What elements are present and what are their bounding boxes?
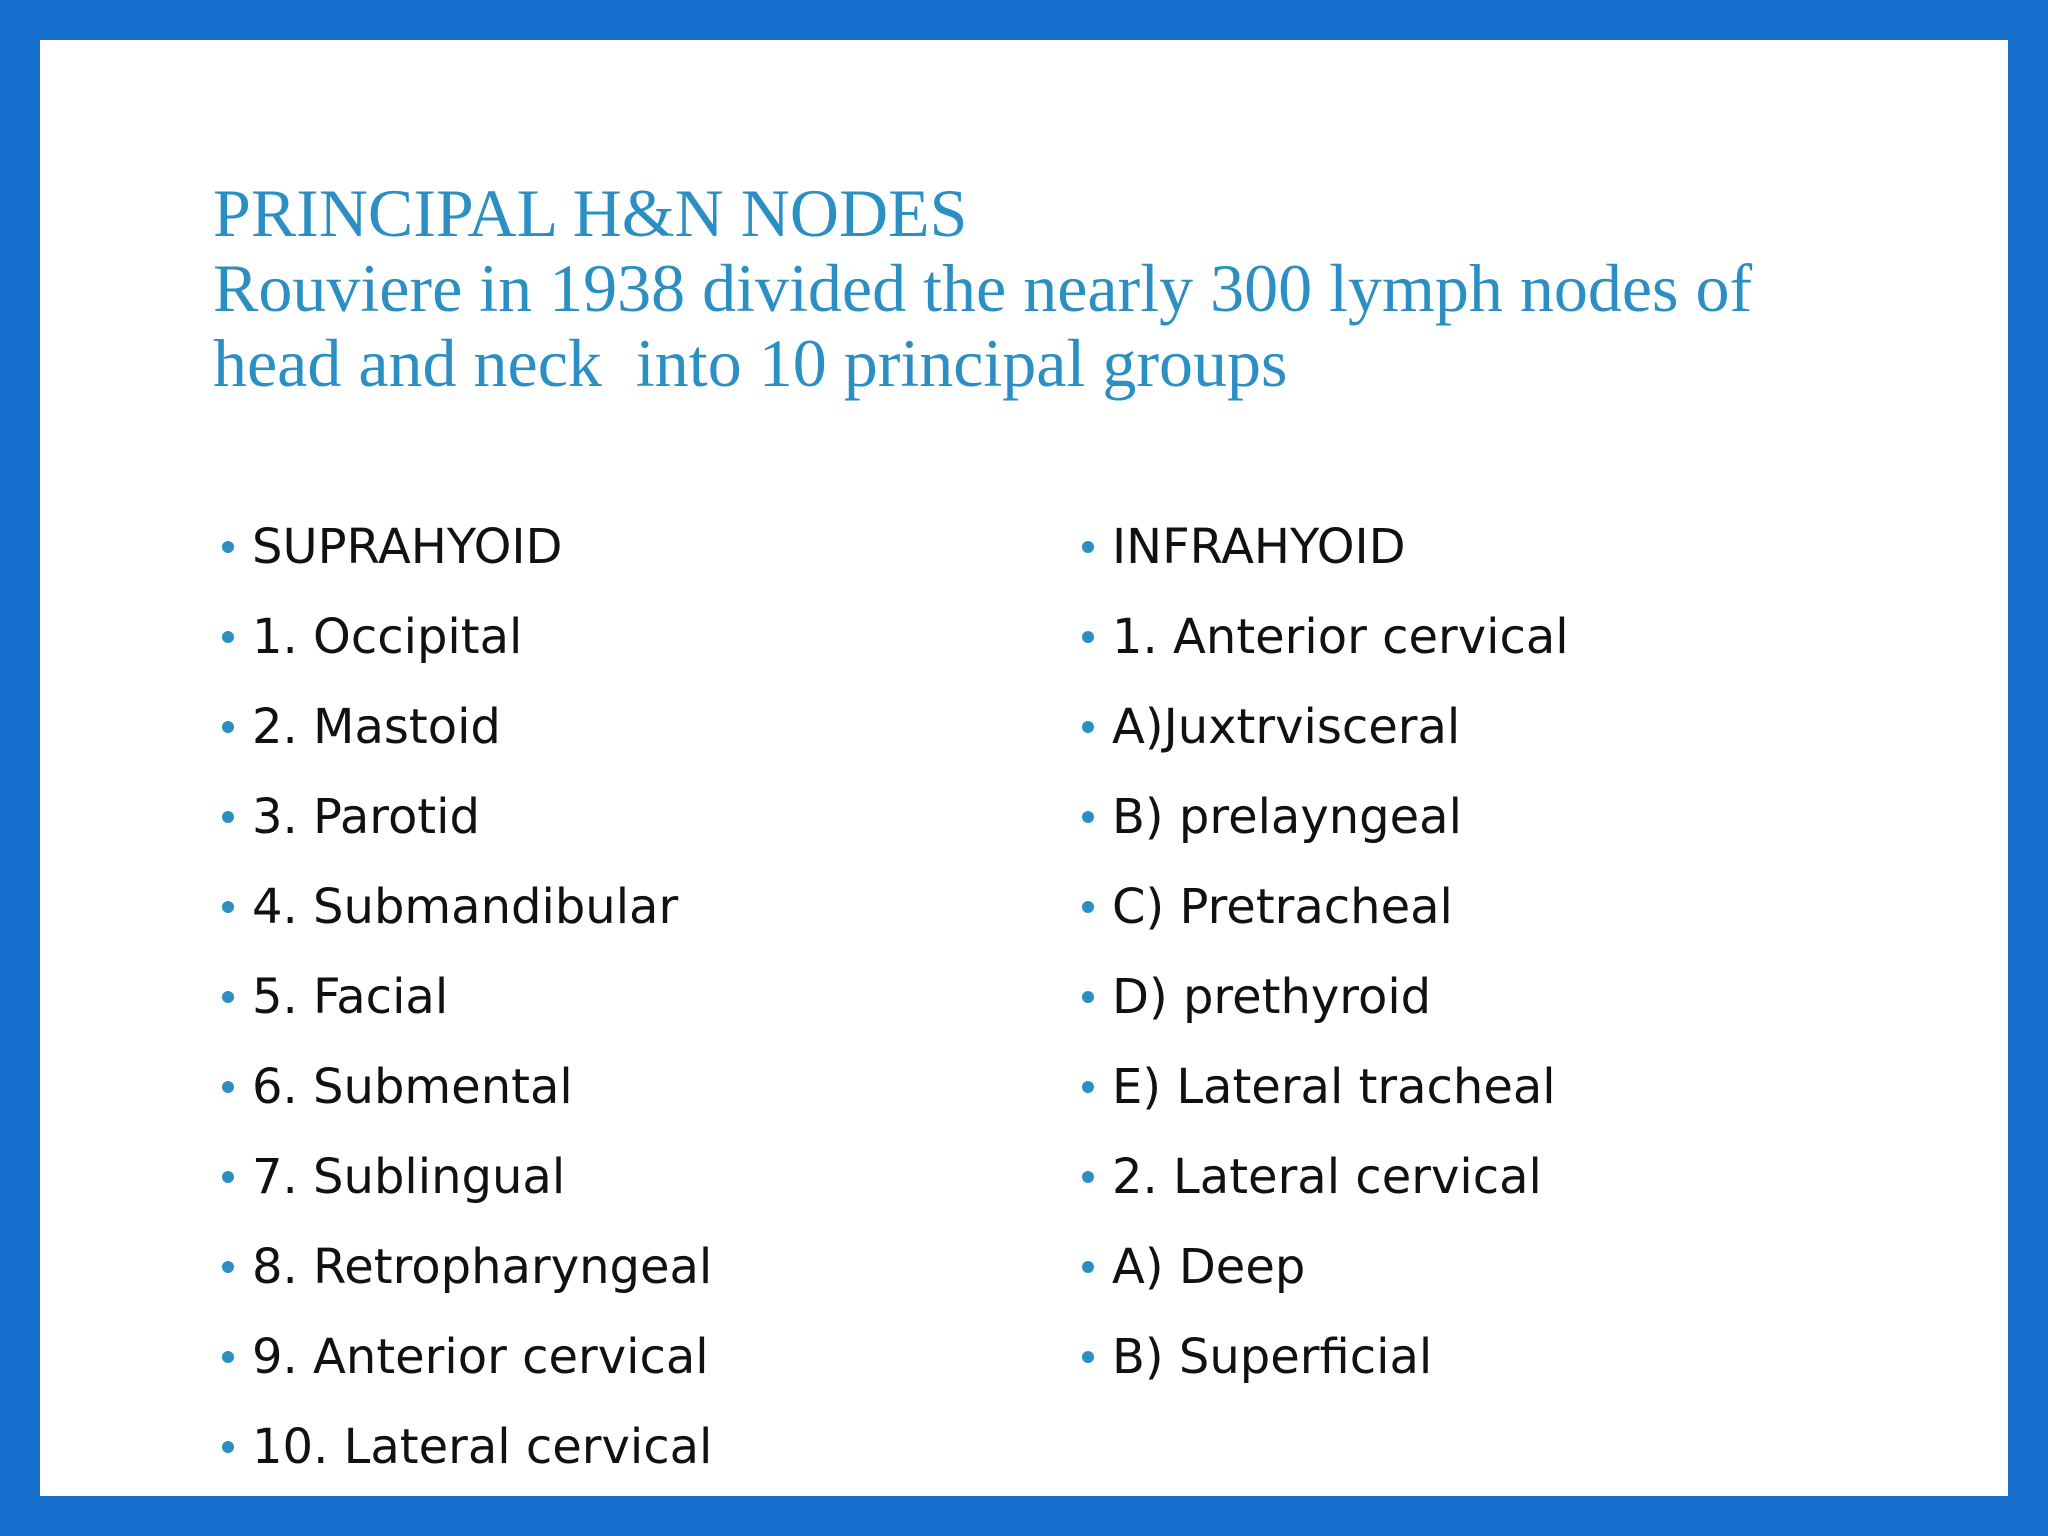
bullet-icon <box>222 721 234 733</box>
bullet-icon <box>1082 901 1094 913</box>
list-item-label: 8. Retropharyngeal <box>252 1239 713 1295</box>
list-item-label: 3. Parotid <box>252 789 480 845</box>
list-item-label: 1. Occipital <box>252 609 523 665</box>
list-item <box>222 952 712 1042</box>
list-item-label: 4. Submandibular <box>252 879 679 935</box>
list-item <box>222 862 712 952</box>
list-item <box>222 682 712 772</box>
bullet-icon <box>1082 811 1094 823</box>
list-item <box>1082 502 1569 592</box>
list-item <box>1082 952 1569 1042</box>
list-item <box>1082 1132 1569 1222</box>
bullet-icon <box>1082 1351 1094 1363</box>
bullet-icon <box>1082 1081 1094 1093</box>
list-item-label: A)Juxtrvisceral <box>1112 699 1461 755</box>
list-item-label: B) Superficial <box>1112 1329 1433 1385</box>
list-item-label: INFRAHYOID <box>1112 519 1406 575</box>
list-item <box>1082 1222 1569 1312</box>
bullet-icon <box>222 1171 234 1183</box>
bullet-icon <box>222 1261 234 1273</box>
list-item-label: D) prethyroid <box>1112 969 1432 1025</box>
list-item <box>222 592 712 682</box>
title-heading: PRINCIPAL H&N NODES <box>213 175 968 251</box>
bullet-icon <box>222 991 234 1003</box>
bullet-icon <box>222 1081 234 1093</box>
bullet-icon <box>1082 1171 1094 1183</box>
bullet-icon <box>222 901 234 913</box>
slide <box>40 40 2008 1496</box>
slide-title <box>213 176 1913 401</box>
bullet-icon <box>222 1351 234 1363</box>
list-item <box>1082 592 1569 682</box>
bullet-icon <box>1082 541 1094 553</box>
list-item-label: E) Lateral tracheal <box>1112 1059 1556 1115</box>
list-item <box>222 1132 712 1222</box>
bullet-icon <box>1082 631 1094 643</box>
list-item-label: A) Deep <box>1112 1239 1306 1295</box>
list-item <box>1082 862 1569 952</box>
list-item <box>1082 1312 1569 1402</box>
list-item <box>222 1402 712 1492</box>
list-item-label: 7. Sublingual <box>252 1149 566 1205</box>
title-subtitle-line-1: Rouviere in 1938 divided the nearly 300 lymph nodes of <box>213 250 1753 326</box>
list-item <box>1082 772 1569 862</box>
list-item-label: 6. Submental <box>252 1059 573 1115</box>
bullet-icon <box>222 541 234 553</box>
title-subtitle-line-2: head and neck into 10 principal groups <box>213 325 1288 401</box>
list-item-label: 9. Anterior cervical <box>252 1329 709 1385</box>
bullet-icon <box>1082 1261 1094 1273</box>
list-item-label: C) Pretracheal <box>1112 879 1453 935</box>
bullet-icon <box>222 1441 234 1453</box>
bullet-icon <box>1082 721 1094 733</box>
list-item-label: 2. Lateral cervical <box>1112 1149 1542 1205</box>
bullet-icon <box>1082 991 1094 1003</box>
list-item-label: 10. Lateral cervical <box>252 1419 713 1475</box>
list-item-label: SUPRAHYOID <box>252 519 563 575</box>
list-item-label: 2. Mastoid <box>252 699 501 755</box>
list-item-label: 5. Facial <box>252 969 449 1025</box>
list-item-label: 1. Anterior cervical <box>1112 609 1569 665</box>
infrahyoid-list <box>1082 502 1569 1402</box>
list-item <box>222 772 712 862</box>
bullet-icon <box>222 631 234 643</box>
list-item <box>222 1222 712 1312</box>
list-item-label: B) prelayngeal <box>1112 789 1462 845</box>
bullet-icon <box>222 811 234 823</box>
list-item <box>222 502 712 592</box>
suprahyoid-list <box>222 502 712 1492</box>
list-item <box>1082 1042 1569 1132</box>
list-item <box>1082 682 1569 772</box>
list-item <box>222 1042 712 1132</box>
list-item <box>222 1312 712 1402</box>
